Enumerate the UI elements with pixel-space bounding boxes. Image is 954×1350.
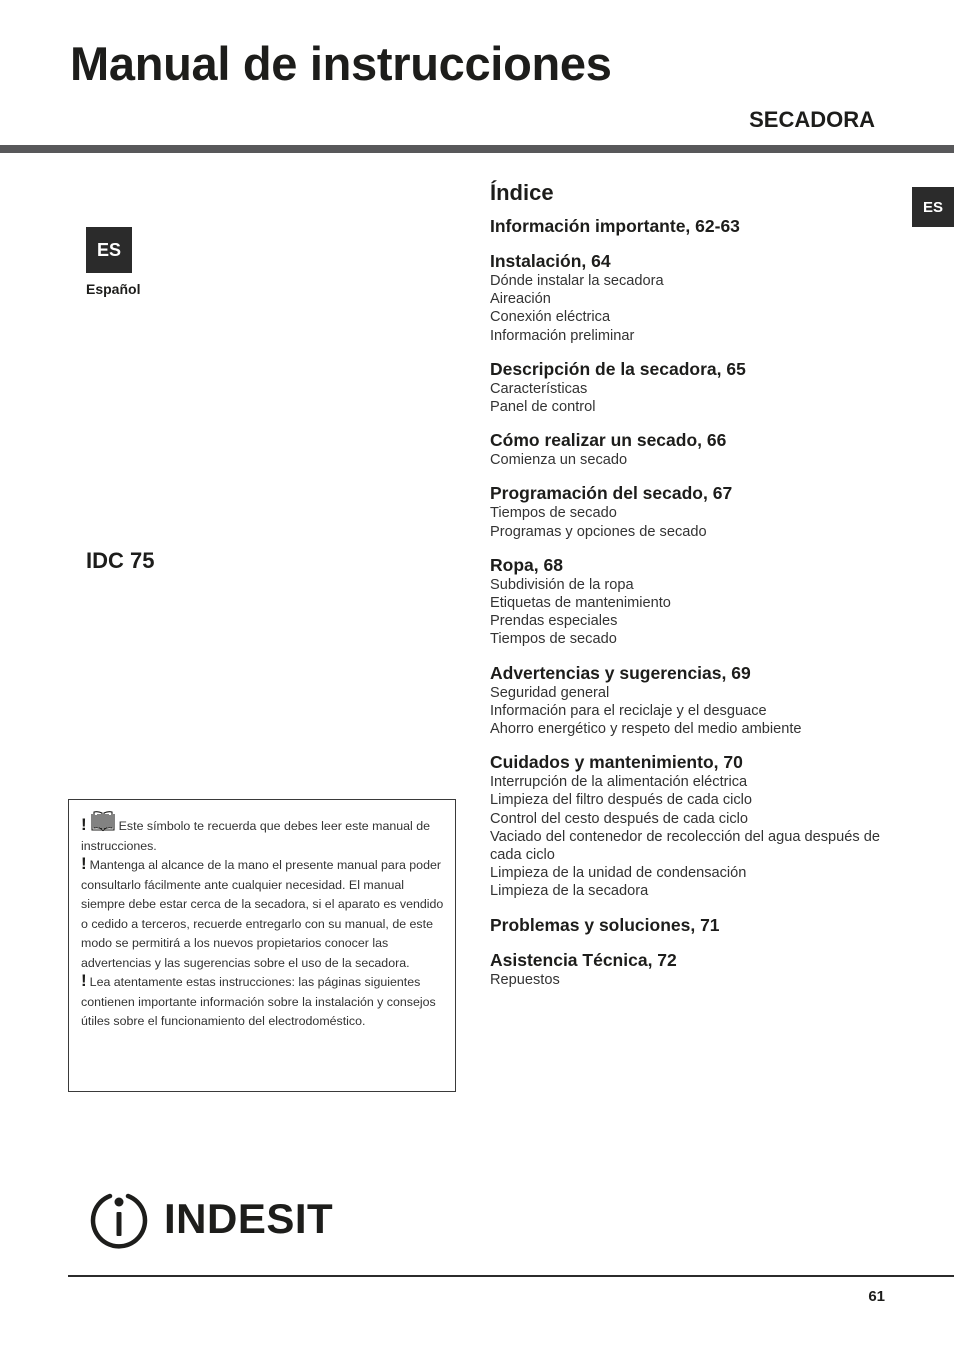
- warning-mark: !: [81, 971, 87, 990]
- toc-subitems: [490, 971, 900, 989]
- footer-divider: [68, 1275, 954, 1277]
- toc-section: [490, 250, 900, 345]
- toc-subitem: Panel de control: [490, 399, 596, 416]
- toc-subitem: Repuestos: [490, 971, 560, 988]
- toc-section: [490, 914, 900, 936]
- toc-subitem: Programas y opciones de secado: [490, 523, 707, 540]
- toc-subitems: [490, 380, 900, 416]
- toc-section: [490, 429, 900, 469]
- toc-section-title: Problemas y soluciones, 71: [490, 914, 720, 935]
- notice-text: Este símbolo te recuerda que debes leer este manual de instrucciones.: [81, 819, 431, 853]
- brand-wordmark: INDESIT: [164, 1195, 334, 1242]
- toc-section: [490, 215, 900, 237]
- toc-subitem: Aireación: [490, 291, 551, 308]
- notice-text: Mantenga al alcance de la mano el presente manual para poder consultarlo fácilmente ante cualquier necesidad. El manual siempre debe estar cerca de la secadora, si el aparato es vendido o cedido a terceros, recuerde entregarlo con su manual, de este modo se permitirá a los nuevos propietarios conocer las advertencias y las sugerencias sobre el uso de la secadora.: [81, 858, 444, 970]
- toc-subitems: [490, 684, 900, 739]
- toc-section: [490, 662, 900, 739]
- header-divider: [0, 145, 954, 153]
- toc-subitem: Información para el reciclaje y el desguace: [490, 702, 767, 719]
- toc-subitem: Ahorro energético y respeto del medio ambiente: [490, 721, 802, 738]
- toc-subitems: [490, 451, 900, 469]
- toc-section: [490, 482, 900, 540]
- toc-subitem: Dónde instalar la secadora: [490, 273, 664, 289]
- toc-subitem: Información preliminar: [490, 327, 635, 344]
- toc-subitem: Subdivisión de la ropa: [490, 576, 634, 593]
- brand-logo: [88, 1188, 333, 1250]
- toc-subitem: Limpieza del filtro después de cada ciclo: [490, 792, 753, 809]
- page-title: Manual de instrucciones: [70, 37, 612, 90]
- notice-text: Lea atentamente estas instrucciones: las páginas siguientes contienen importante información sobre la instalación y consejos útiles sobre el funcionamiento del electrodoméstico.: [81, 975, 436, 1028]
- table-of-contents: [490, 180, 900, 1002]
- toc-subitems: [490, 773, 900, 900]
- toc-section-title: Cuidados y mantenimiento, 70: [490, 752, 743, 773]
- toc-section-title: Programación del secado, 67: [490, 483, 733, 504]
- toc-subitem: Interrupción de la alimentación eléctrica: [490, 774, 748, 791]
- toc-subitem: Prendas especiales: [490, 613, 618, 630]
- page-number: 61: [868, 1288, 885, 1305]
- toc-subitems: [490, 272, 900, 345]
- warning-mark: !: [81, 854, 87, 873]
- toc-section-title: Instalación, 64: [490, 251, 611, 271]
- model-name: IDC 75: [86, 548, 155, 573]
- toc-subitem: Vaciado del contenedor de recolección del agua después de cada ciclo: [490, 828, 880, 864]
- language-code-badge: ES: [86, 227, 132, 273]
- notice-box: [68, 799, 456, 1092]
- indesit-logo-icon: [88, 1188, 150, 1250]
- toc-sections: [490, 215, 900, 989]
- toc-heading: Índice: [490, 180, 554, 205]
- toc-subitem: Seguridad general: [490, 684, 610, 701]
- toc-section-title: Asistencia Técnica, 72: [490, 949, 677, 970]
- toc-subitem: Tiempos de secado: [490, 505, 617, 522]
- toc-subitem: Características: [490, 380, 588, 397]
- toc-subitem: Limpieza de la secadora: [490, 883, 649, 900]
- notice-paragraph: [81, 973, 445, 1032]
- toc-section-title: Descripción de la secadora, 65: [490, 358, 746, 379]
- toc-subitem: Tiempos de secado: [490, 631, 617, 648]
- toc-section: [490, 358, 900, 416]
- toc-subitem: Conexión eléctrica: [490, 309, 611, 326]
- toc-section-title: Información importante, 62-63: [490, 216, 740, 236]
- toc-subitem: Etiquetas de mantenimiento: [490, 595, 671, 612]
- toc-section-title: Ropa, 68: [490, 554, 563, 575]
- toc-section-title: Advertencias y sugerencias, 69: [490, 662, 751, 683]
- language-side-tab: ES: [912, 187, 954, 227]
- language-name: Español: [86, 281, 141, 297]
- toc-subitems: [490, 576, 900, 649]
- toc-section: [490, 554, 900, 649]
- toc-subitem: Comienza un secado: [490, 452, 628, 469]
- toc-subitem: Control del cesto después de cada ciclo: [490, 810, 748, 827]
- notice-paragraph: [81, 856, 445, 973]
- toc-subitems: [490, 504, 900, 540]
- toc-section: [490, 751, 900, 900]
- toc-section-title: Cómo realizar un secado, 66: [490, 430, 727, 451]
- notice-paragraph: [81, 811, 445, 856]
- toc-subitem: Limpieza de la unidad de condensación: [490, 865, 747, 882]
- book-icon: [90, 811, 116, 833]
- product-type: SECADORA: [749, 107, 875, 132]
- toc-section: [490, 949, 900, 989]
- warning-mark: !: [81, 815, 87, 834]
